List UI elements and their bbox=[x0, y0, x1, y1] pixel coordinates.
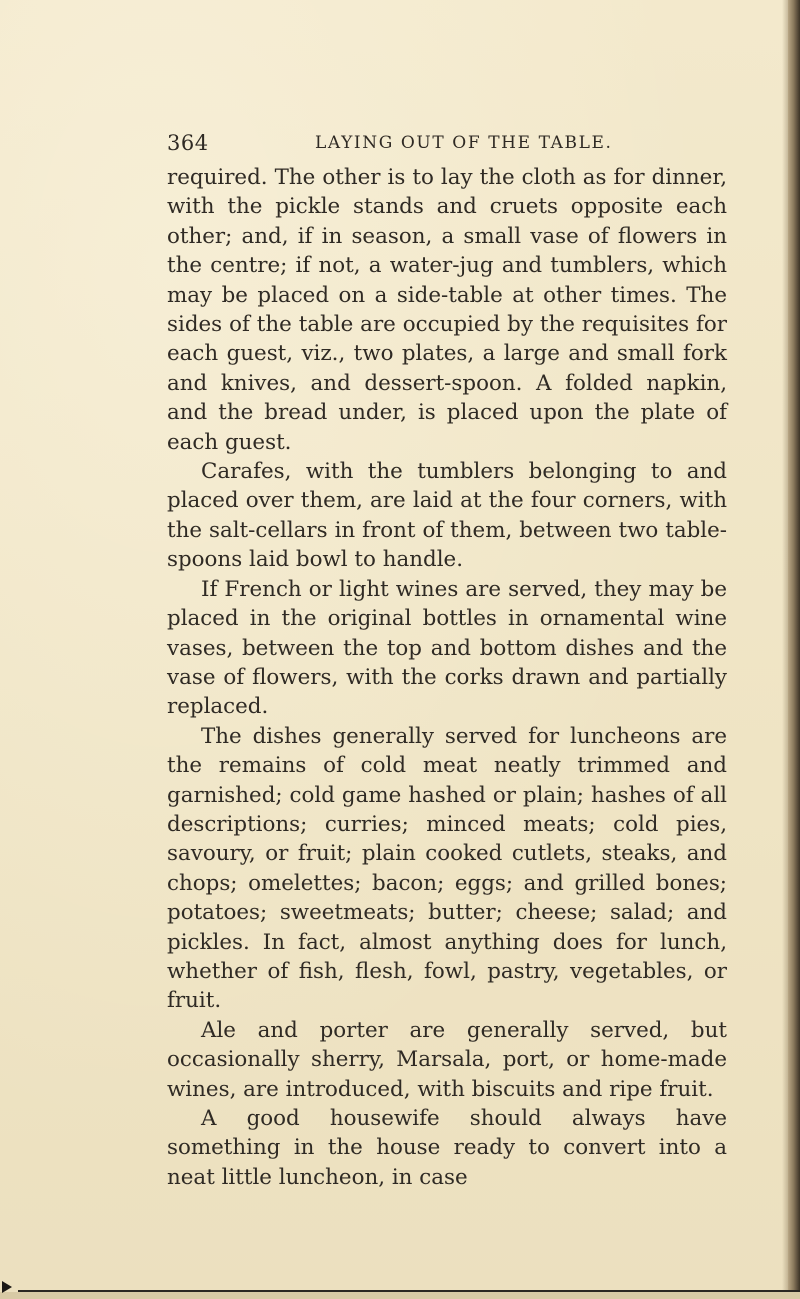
bottom-margin bbox=[0, 1292, 800, 1299]
paragraph-ale-and-porter: Ale and porter are generally served, but occasionally sherry, Marsala, port, or home-made wines, are introduced, with biscuits and ripe fruit. bbox=[167, 1017, 727, 1102]
running-head bbox=[167, 131, 727, 159]
paragraph-luncheon-dishes: The dishes generally served for luncheons are the remains of cold meat neatly trimmed and garnished; cold game hashed or plain; hashes of all descriptions; curries; minced meats; cold pies, savoury, or fruit; plain cooked cutlets, steaks, and chops; omelettes; bacon; eggs; and grilled bones; potatoes; sweetmeats; butter; cheese; salad; and pickles. In fact, almost anything does for lunch, whether of fish, flesh, fowl, pastry, vegetables, or fruit. bbox=[167, 723, 727, 1014]
body-text bbox=[167, 163, 727, 1192]
paragraph-carafes: Carafes, with the tumblers belonging to and placed over them, are laid at the four corners, with the salt-cellars in front of them, between two table-spoons laid bowl to handle. bbox=[167, 459, 727, 573]
paragraph-french-wines: If French or light wines are served, they may be placed in the original bottles in ornamental wine vases, between the top and bottom dishes and the vase of flowers, with the corks drawn and partially replaced. bbox=[167, 576, 727, 720]
running-title: LAYING OUT OF THE TABLE. bbox=[315, 133, 613, 153]
corner-arrow-icon bbox=[2, 1281, 12, 1293]
page-edge bbox=[788, 0, 800, 1299]
page-number: 364 bbox=[167, 131, 209, 155]
paragraph-1-continued: required. The other is to lay the cloth as for dinner, with the pickle stands and cruets opposite each other; and, if in season, a small vase of flowers in the centre; if not, a water-jug and tumblers, which may be placed on a side-table at other times. The sides of the table are occupied by the requisites for each guest, viz., two plates, a large and small fork and knives, and dessert-spoon. A folded napkin, and the bread under, is placed upon the plate of each guest. bbox=[167, 165, 727, 455]
paragraph-good-housewife: A good housewife should always have something in the house ready to convert into a neat little luncheon, in case bbox=[167, 1106, 727, 1190]
